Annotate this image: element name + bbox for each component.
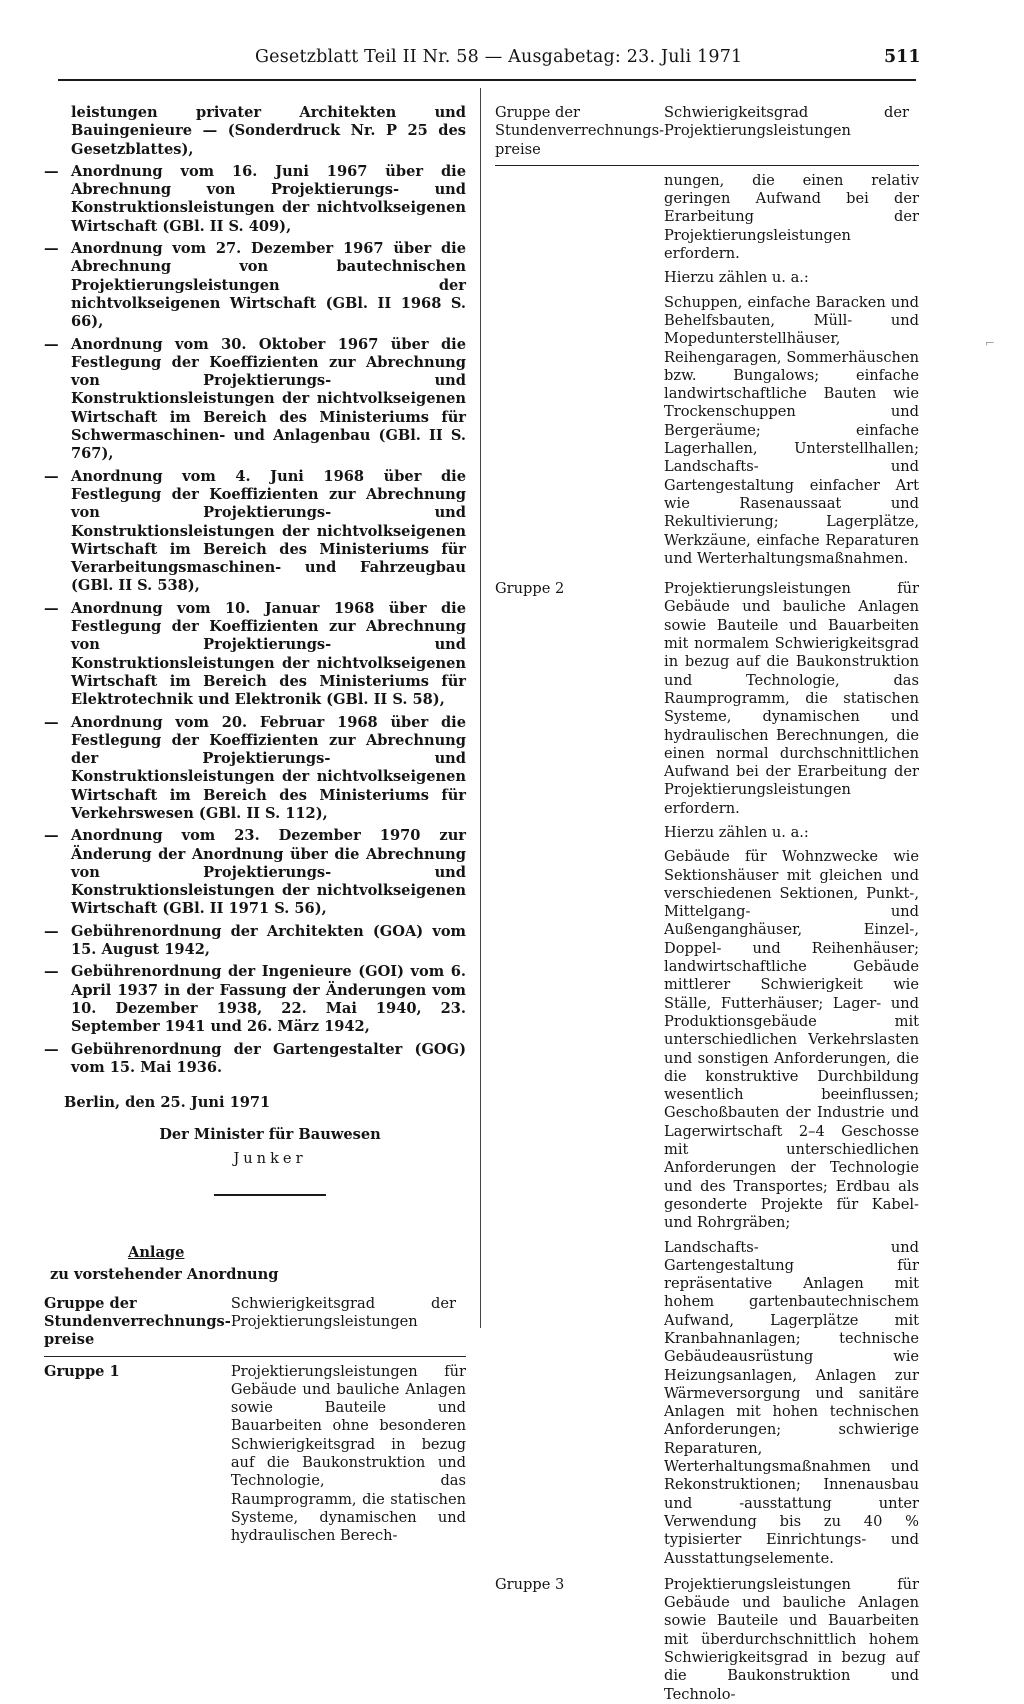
signature-rule	[214, 1194, 326, 1196]
table-header-difficulty: Schwierigkeitsgrad der Projektierungsleistungen	[231, 1295, 466, 1356]
group-description: nungen, die einen relativ geringen Aufwand bei der Erarbeitung der Projektierungsleistungen erfordern.	[664, 171, 919, 263]
group-label: Gruppe 2	[495, 580, 565, 598]
place-date: Berlin, den 25. Juni 1971	[64, 1094, 271, 1112]
hierzu-label: Hierzu zählen u. a.:	[664, 269, 809, 287]
list-item: — Gebührenordnung der Architekten (GOA) vom 15. August 1942,	[44, 923, 466, 960]
anlage-subtitle: zu vorstehender Anordnung	[50, 1266, 279, 1284]
group-examples: Landschafts- und Gartengestaltung für repräsentative Anlagen mit hohem gartenbautechnischem Aufwand, Lagerplätze mit Kranbahnanlagen; technische Gebäudeausrüstung wie Heizungsanlagen, Anlagen zur Wärmeversorgung und sanitäre Anlagen mit hohen technischen Anforderungen; schwierige Reparaturen, Werterhaltungsmaßnahmen und Rekonstruktionen; Innenausbau und -ausstattung unter Verwendung bis zu 40 % typisierter Einrichtungs- und Ausstattungselemente.	[664, 1238, 919, 1567]
table-header-group: Gruppe der Stundenverrechnungspreise	[44, 1295, 231, 1356]
header-rule	[58, 79, 916, 81]
group-description: Projektierungsleistungen für Gebäude und bauliche Anlagen sowie Bauteile und Bauarbeiten mit normalem Schwierigkeitsgrad in bezug auf die Baukonstruktion und Technologie, das Raumprogramm, die statischen Systeme, dynamischen und hydraulischen Berechnungen, die einen normal durchschnittlichen Aufwand bei der Erarbeitung der Projektierungsleistungen erfordern.	[664, 580, 919, 817]
group-label: Gruppe 3	[495, 1575, 565, 1593]
list-continuation: leistungen privater Architekten und Bauingenieure — (Sonderdruck Nr. P 25 des Gesetzblattes),	[71, 104, 466, 158]
list-item: — Anordnung vom 30. Oktober 1967 über die Festlegung der Koeffizienten zur Abrechnung von Projektierungs- und Konstruktionsleistungen der nichtvolkseigenen Wirtschaft im Bereich des Ministeriums für Schwermaschinen- und Anlagenbau (GBl. II S. 767),	[44, 336, 466, 464]
list-item: — Anordnung vom 10. Januar 1968 über die Festlegung der Koeffizienten zur Abrechnung von Projektierungs- und Konstruktionsleistungen der nichtvolkseigenen Wirtschaft im Bereich des Ministeriums für Elektrotechnik und Elektronik (GBl. II S. 58),	[44, 600, 466, 710]
anlage-title: Anlage	[128, 1244, 185, 1262]
table-row	[495, 1576, 919, 1704]
scan-mark: ⌐	[985, 336, 996, 350]
group-description: Projektierungsleistungen für Gebäude und bauliche Anlagen sowie Bauteile und Bauarbeiten ohne besonderen Schwierigkeitsgrad in bezug auf die Baukonstruktion und Technologie, das Raumprogramm, die statischen Systeme, dynamischen und hydraulischen Berech-	[230, 1362, 466, 1545]
table-header-row	[495, 104, 919, 165]
table-header-difficulty: Schwierigkeitsgrad der Projektierungsleistungen	[664, 104, 919, 165]
hierzu-label: Hierzu zählen u. a.:	[664, 823, 809, 841]
group-table-continued	[495, 104, 919, 1704]
table-header-row	[44, 1295, 466, 1356]
group-examples: Gebäude für Wohnzwecke wie Sektionshäuser mit gleichen und verschiedenen Sektionen, Punkt-, Mittelgang- und Außenganghäuser, Einzel-, Doppel- und Reihenhäuser; landwirtschaftliche Gebäude mittlerer Schwierigkeit wie Ställe, Futterhäuser; Lager- und Produktionsgebäude mit unterschiedlichen Verkehrslasten und sonstigen Anforderungen, die die konstruktive Durchbildung wesentlich beeinflussen; Geschoßbauten der Industrie und Lagerwirtschaft 2–4 Geschosse mit unterschiedlichen Anforderungen der Technologie und des Transportes; Erdbau als gesonderte Projekte für Kabel- und Rohrgräben;	[664, 848, 919, 1232]
table-header-group: Gruppe der Stundenverrechnungspreise	[495, 104, 664, 165]
list-item: — Anordnung vom 4. Juni 1968 über die Festlegung der Koeffizienten zur Abrechnung von Projektierungs- und Konstruktionsleistungen der nichtvolkseigenen Wirtschaft im Bereich des Ministeriums für Verarbeitungsmaschinen- und Fahrzeugbau (GBl. II S. 538),	[44, 468, 466, 596]
right-column	[495, 104, 919, 1704]
group-description: Projektierungsleistungen für Gebäude und bauliche Anlagen sowie Bauteile und Bauarbeiten mit überdurchschnittlich hohem Schwierigkeitsgrad in bezug auf die Baukonstruktion und Technolo-	[664, 1575, 919, 1703]
minister-name: Junker	[233, 1149, 307, 1167]
header-title: Gesetzblatt Teil II Nr. 58 — Ausgabetag: 23. Juli 1971	[255, 47, 743, 67]
group-table	[44, 1295, 466, 1546]
list-item: — Anordnung vom 23. Dezember 1970 zur Änderung der Anordnung über die Abrechnung von Projektierungs- und Konstruktionsleistungen der nichtvolkseigenen Wirtschaft (GBl. II 1971 S. 56),	[44, 827, 466, 918]
list-item: — Gebührenordnung der Gartengestalter (GOG) vom 15. Mai 1936.	[44, 1041, 466, 1078]
list-item: — Anordnung vom 16. Juni 1967 über die Abrechnung von Projektierungs- und Konstruktionsleistungen der nichtvolkseigenen Wirtschaft (GBl. II S. 409),	[44, 163, 466, 236]
table-row	[495, 580, 919, 1576]
group-examples: Schuppen, einfache Baracken und Behelfsbauten, Müll- und Mopedunterstellhäuser, Reihengaragen, Sommerhäuschen bzw. Bungalows; einfache landwirtschaftliche Bauten wie Trockenschuppen und Bergeräume; einfache Lagerhallen, Unterstellhallen; Landschafts- und Gartengestaltung einfacher Art wie Rasenaussaat und Rekultivierung; Lagerplätze, Werkzäune, einfache Reparaturen und Werterhaltungsmaßnahmen.	[664, 293, 919, 567]
minister-title: Der Minister für Bauwesen	[159, 1126, 381, 1144]
column-divider	[480, 88, 481, 1328]
page-header	[0, 47, 1024, 75]
group-label: Gruppe 1	[44, 1362, 120, 1380]
table-row	[44, 1356, 466, 1545]
table-row	[495, 165, 919, 580]
list-item: — Gebührenordnung der Ingenieure (GOI) vom 6. April 1937 in der Fassung der Änderungen vom 10. Dezember 1938, 22. Mai 1940, 23. September 1941 und 26. März 1942,	[44, 963, 466, 1036]
list-item: — Anordnung vom 27. Dezember 1967 über die Abrechnung von bautechnischen Projektierungsleistungen der nichtvolkseigenen Wirtschaft (GBl. II 1968 S. 66),	[44, 240, 466, 331]
list-item: — Anordnung vom 20. Februar 1968 über die Festlegung der Koeffizienten zur Abrechnung der Projektierungs- und Konstruktionsleistungen der nichtvolkseigenen Wirtschaft im Bereich des Ministeriums für Verkehrswesen (GBl. II S. 112),	[44, 714, 466, 824]
page-number: 511	[884, 47, 921, 67]
left-column	[44, 104, 466, 1545]
